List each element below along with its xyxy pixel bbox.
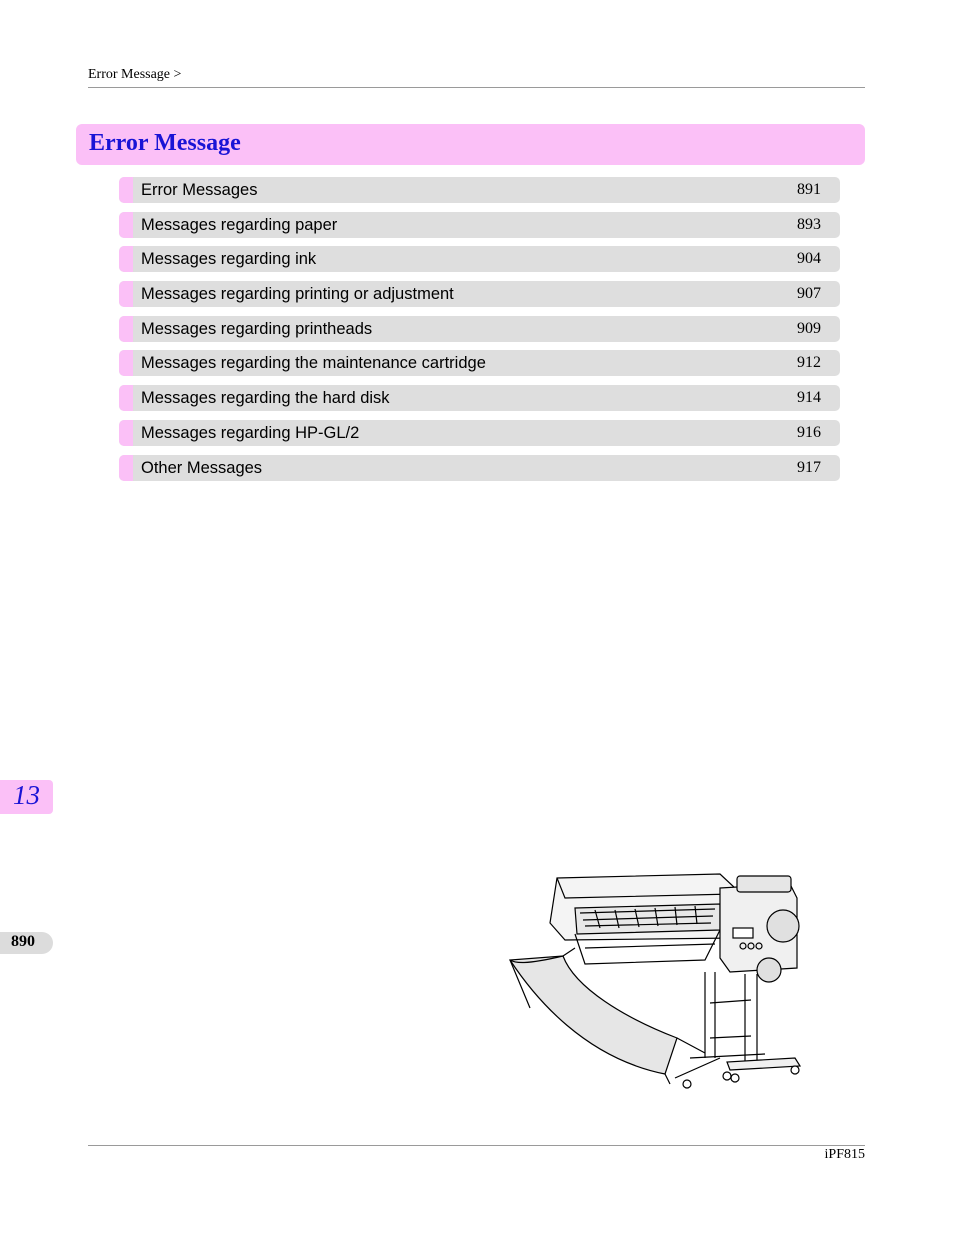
toc-item-tab bbox=[119, 212, 133, 238]
breadcrumb[interactable]: Error Message > bbox=[88, 67, 182, 82]
section-header bbox=[76, 124, 865, 165]
toc-item-maintenance-cartridge[interactable] bbox=[119, 350, 840, 376]
footer-divider bbox=[88, 1145, 865, 1146]
toc-item-label: Messages regarding the maintenance cartridge bbox=[141, 354, 486, 373]
toc-item-hp-gl2[interactable] bbox=[119, 420, 840, 446]
toc-item-page: 916 bbox=[797, 423, 821, 441]
toc-item-label: Messages regarding the hard disk bbox=[141, 389, 390, 408]
toc-item-page: 909 bbox=[797, 319, 821, 337]
header-divider bbox=[88, 87, 865, 88]
toc-item-tab bbox=[119, 385, 133, 411]
chapter-number: 13 bbox=[13, 780, 40, 810]
toc-item-tab bbox=[119, 420, 133, 446]
toc-item-page: 904 bbox=[797, 250, 821, 268]
toc-item-printing-adjustment[interactable] bbox=[119, 281, 840, 307]
toc-item-page: 917 bbox=[797, 458, 821, 476]
page-number: 890 bbox=[11, 933, 35, 950]
toc-item-page: 907 bbox=[797, 285, 821, 303]
toc-item-label: Messages regarding printing or adjustment bbox=[141, 285, 454, 304]
toc-item-tab bbox=[119, 246, 133, 272]
footer-model: iPF815 bbox=[824, 1147, 865, 1162]
toc-item-label: Other Messages bbox=[141, 458, 263, 477]
toc-item-label: Error Messages bbox=[141, 181, 258, 199]
toc-item-hard-disk[interactable] bbox=[119, 385, 840, 411]
chapter-tab bbox=[0, 780, 53, 814]
table-of-contents bbox=[119, 177, 840, 489]
toc-item-label: Messages regarding printheads bbox=[141, 319, 373, 338]
section-title: Error Message bbox=[89, 130, 241, 156]
page-number-tab bbox=[0, 932, 53, 954]
toc-item-page: 893 bbox=[797, 215, 821, 233]
toc-item-label: Messages regarding HP-GL/2 bbox=[141, 423, 360, 442]
toc-item-page: 914 bbox=[797, 389, 821, 407]
toc-item-tab bbox=[119, 177, 133, 203]
toc-item-error-messages[interactable] bbox=[119, 177, 840, 203]
toc-item-printheads[interactable] bbox=[119, 316, 840, 342]
toc-item-page: 891 bbox=[797, 181, 821, 198]
toc-item-tab bbox=[119, 455, 133, 481]
toc-item-ink[interactable] bbox=[119, 246, 840, 272]
toc-item-page: 912 bbox=[797, 354, 821, 372]
toc-item-tab bbox=[119, 281, 133, 307]
printer-illustration bbox=[505, 868, 825, 1096]
toc-item-label: Messages regarding paper bbox=[141, 215, 338, 234]
toc-item-tab bbox=[119, 350, 133, 376]
toc-item-label: Messages regarding ink bbox=[141, 250, 317, 269]
toc-item-tab bbox=[119, 316, 133, 342]
toc-item-paper[interactable] bbox=[119, 212, 840, 238]
toc-item-other-messages[interactable] bbox=[119, 455, 840, 481]
